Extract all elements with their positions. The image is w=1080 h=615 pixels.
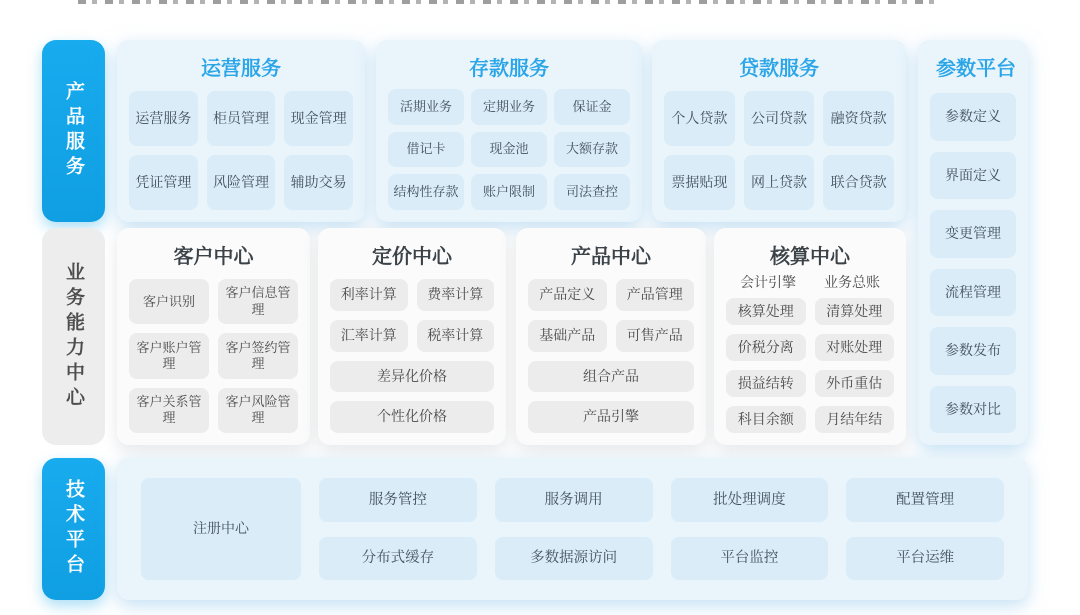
- service-box: 界面定义: [930, 152, 1016, 200]
- capability-box: 客户关系管理: [129, 388, 209, 433]
- service-box: 配置管理: [846, 478, 1004, 522]
- panel-items-grid: [726, 298, 894, 433]
- band-label-text: 业务能力中心: [63, 261, 84, 412]
- capability-box: 客户签约管理: [218, 333, 298, 378]
- capability-box-wide: 组合产品: [528, 361, 694, 393]
- panel-title: 产品中心: [571, 246, 651, 268]
- panel-items-grid: [664, 91, 894, 210]
- capability-box: 基础产品: [528, 320, 607, 352]
- tech-column: [671, 478, 829, 580]
- capability-box-wide: 个性化价格: [330, 401, 494, 433]
- panel-items-grid: [388, 89, 630, 210]
- service-box: 风险管理: [207, 155, 276, 210]
- accounting-sub-headers: [726, 272, 894, 292]
- service-box: 现金管理: [284, 91, 353, 146]
- service-box: 服务调用: [495, 478, 653, 522]
- service-box: 平台运维: [846, 537, 1004, 581]
- service-box: 公司贷款: [744, 91, 815, 146]
- panel-parameter-platform: [918, 40, 1028, 445]
- service-box: 现金池: [471, 132, 547, 168]
- panel-loan-services: [652, 40, 906, 222]
- capability-box: 客户信息管理: [218, 279, 298, 324]
- capability-box: 税率计算: [417, 320, 495, 352]
- panel-product-center: [516, 228, 706, 445]
- service-box: 网上贷款: [744, 155, 815, 210]
- service-box: 活期业务: [388, 89, 464, 125]
- panel-title: 运营服务: [201, 58, 281, 80]
- service-box: 融资贷款: [823, 91, 894, 146]
- service-box: 司法查控: [554, 174, 630, 210]
- panel-title: 客户中心: [173, 246, 254, 268]
- service-box: 大额存款: [554, 132, 630, 168]
- service-box: 批处理调度: [671, 478, 829, 522]
- panel-customer-center: [117, 228, 310, 445]
- service-box: 账户限制: [471, 174, 547, 210]
- capability-box: 科目余额: [726, 406, 806, 433]
- service-box: 辅助交易: [284, 155, 353, 210]
- service-box: 参数对比: [930, 386, 1016, 434]
- capability-box: 客户风险管理: [218, 388, 298, 433]
- panel-accounting-center: [714, 228, 906, 445]
- service-box: 借记卡: [388, 132, 464, 168]
- service-box: 参数定义: [930, 93, 1016, 141]
- service-box: 运营服务: [129, 91, 198, 146]
- capability-box-wide: 差异化价格: [330, 361, 494, 393]
- panel-items-grid: [129, 279, 298, 433]
- band-label-business-capability: [42, 228, 105, 445]
- capability-box: 外币重估: [815, 370, 895, 397]
- capability-box: 产品管理: [616, 279, 695, 311]
- service-box: 柜员管理: [207, 91, 276, 146]
- service-box: 联合贷款: [823, 155, 894, 210]
- panel-title: 存款服务: [469, 58, 549, 80]
- panel-items-grid: [330, 279, 494, 433]
- panel-operations-services: [117, 40, 365, 222]
- service-box: 定期业务: [471, 89, 547, 125]
- service-box: 多数据源访问: [495, 537, 653, 581]
- tech-column: [319, 478, 477, 580]
- panel-items-list: [930, 93, 1016, 433]
- tech-column: [495, 478, 653, 580]
- sub-header: 会计引擎: [740, 274, 796, 290]
- panel-pricing-center: [318, 228, 506, 445]
- service-box: 分布式缓存: [319, 537, 477, 581]
- band-label-product-services: [42, 40, 105, 222]
- service-box: 服务管控: [319, 478, 477, 522]
- capability-box: 清算处理: [815, 298, 895, 325]
- capability-box: 客户识别: [129, 279, 209, 324]
- band-label-tech-platform: [42, 458, 105, 600]
- cropped-caption-strip: [78, 0, 936, 4]
- service-box: 平台监控: [671, 537, 829, 581]
- service-box: 保证金: [554, 89, 630, 125]
- panel-title: 参数平台: [936, 58, 1016, 80]
- tech-column: [846, 478, 1004, 580]
- capability-box: 核算处理: [726, 298, 806, 325]
- capability-box: 客户账户管理: [129, 333, 209, 378]
- band-label-text: 技术平台: [63, 479, 84, 579]
- panel-deposit-services: [376, 40, 642, 222]
- service-box-registry: 注册中心: [141, 478, 301, 580]
- capability-box: 价税分离: [726, 334, 806, 361]
- tech-items-row: [135, 474, 1010, 584]
- capability-box: 产品定义: [528, 279, 607, 311]
- service-box: 凭证管理: [129, 155, 198, 210]
- capability-box: 汇率计算: [330, 320, 408, 352]
- capability-box: 损益结转: [726, 370, 806, 397]
- panel-title: 核算中心: [770, 246, 850, 268]
- panel-items-grid: [528, 279, 694, 433]
- capability-box-wide: 产品引擎: [528, 401, 694, 433]
- panel-items-grid: [129, 91, 353, 210]
- capability-box: 月结年结: [815, 406, 895, 433]
- sub-header: 业务总账: [824, 274, 880, 290]
- panel-title: 贷款服务: [739, 58, 819, 80]
- service-box: 结构性存款: [388, 174, 464, 210]
- service-box: 流程管理: [930, 269, 1016, 317]
- service-box: 参数发布: [930, 327, 1016, 375]
- panel-title: 定价中心: [372, 246, 452, 268]
- band-label-text: 产品服务: [63, 81, 84, 181]
- capability-box: 费率计算: [417, 279, 495, 311]
- service-box: 票据贴现: [664, 155, 735, 210]
- panel-tech-platform: [117, 458, 1028, 600]
- capability-box: 对账处理: [815, 334, 895, 361]
- service-box: 个人贷款: [664, 91, 735, 146]
- service-box: 变更管理: [930, 210, 1016, 258]
- capability-box: 利率计算: [330, 279, 408, 311]
- capability-box: 可售产品: [616, 320, 695, 352]
